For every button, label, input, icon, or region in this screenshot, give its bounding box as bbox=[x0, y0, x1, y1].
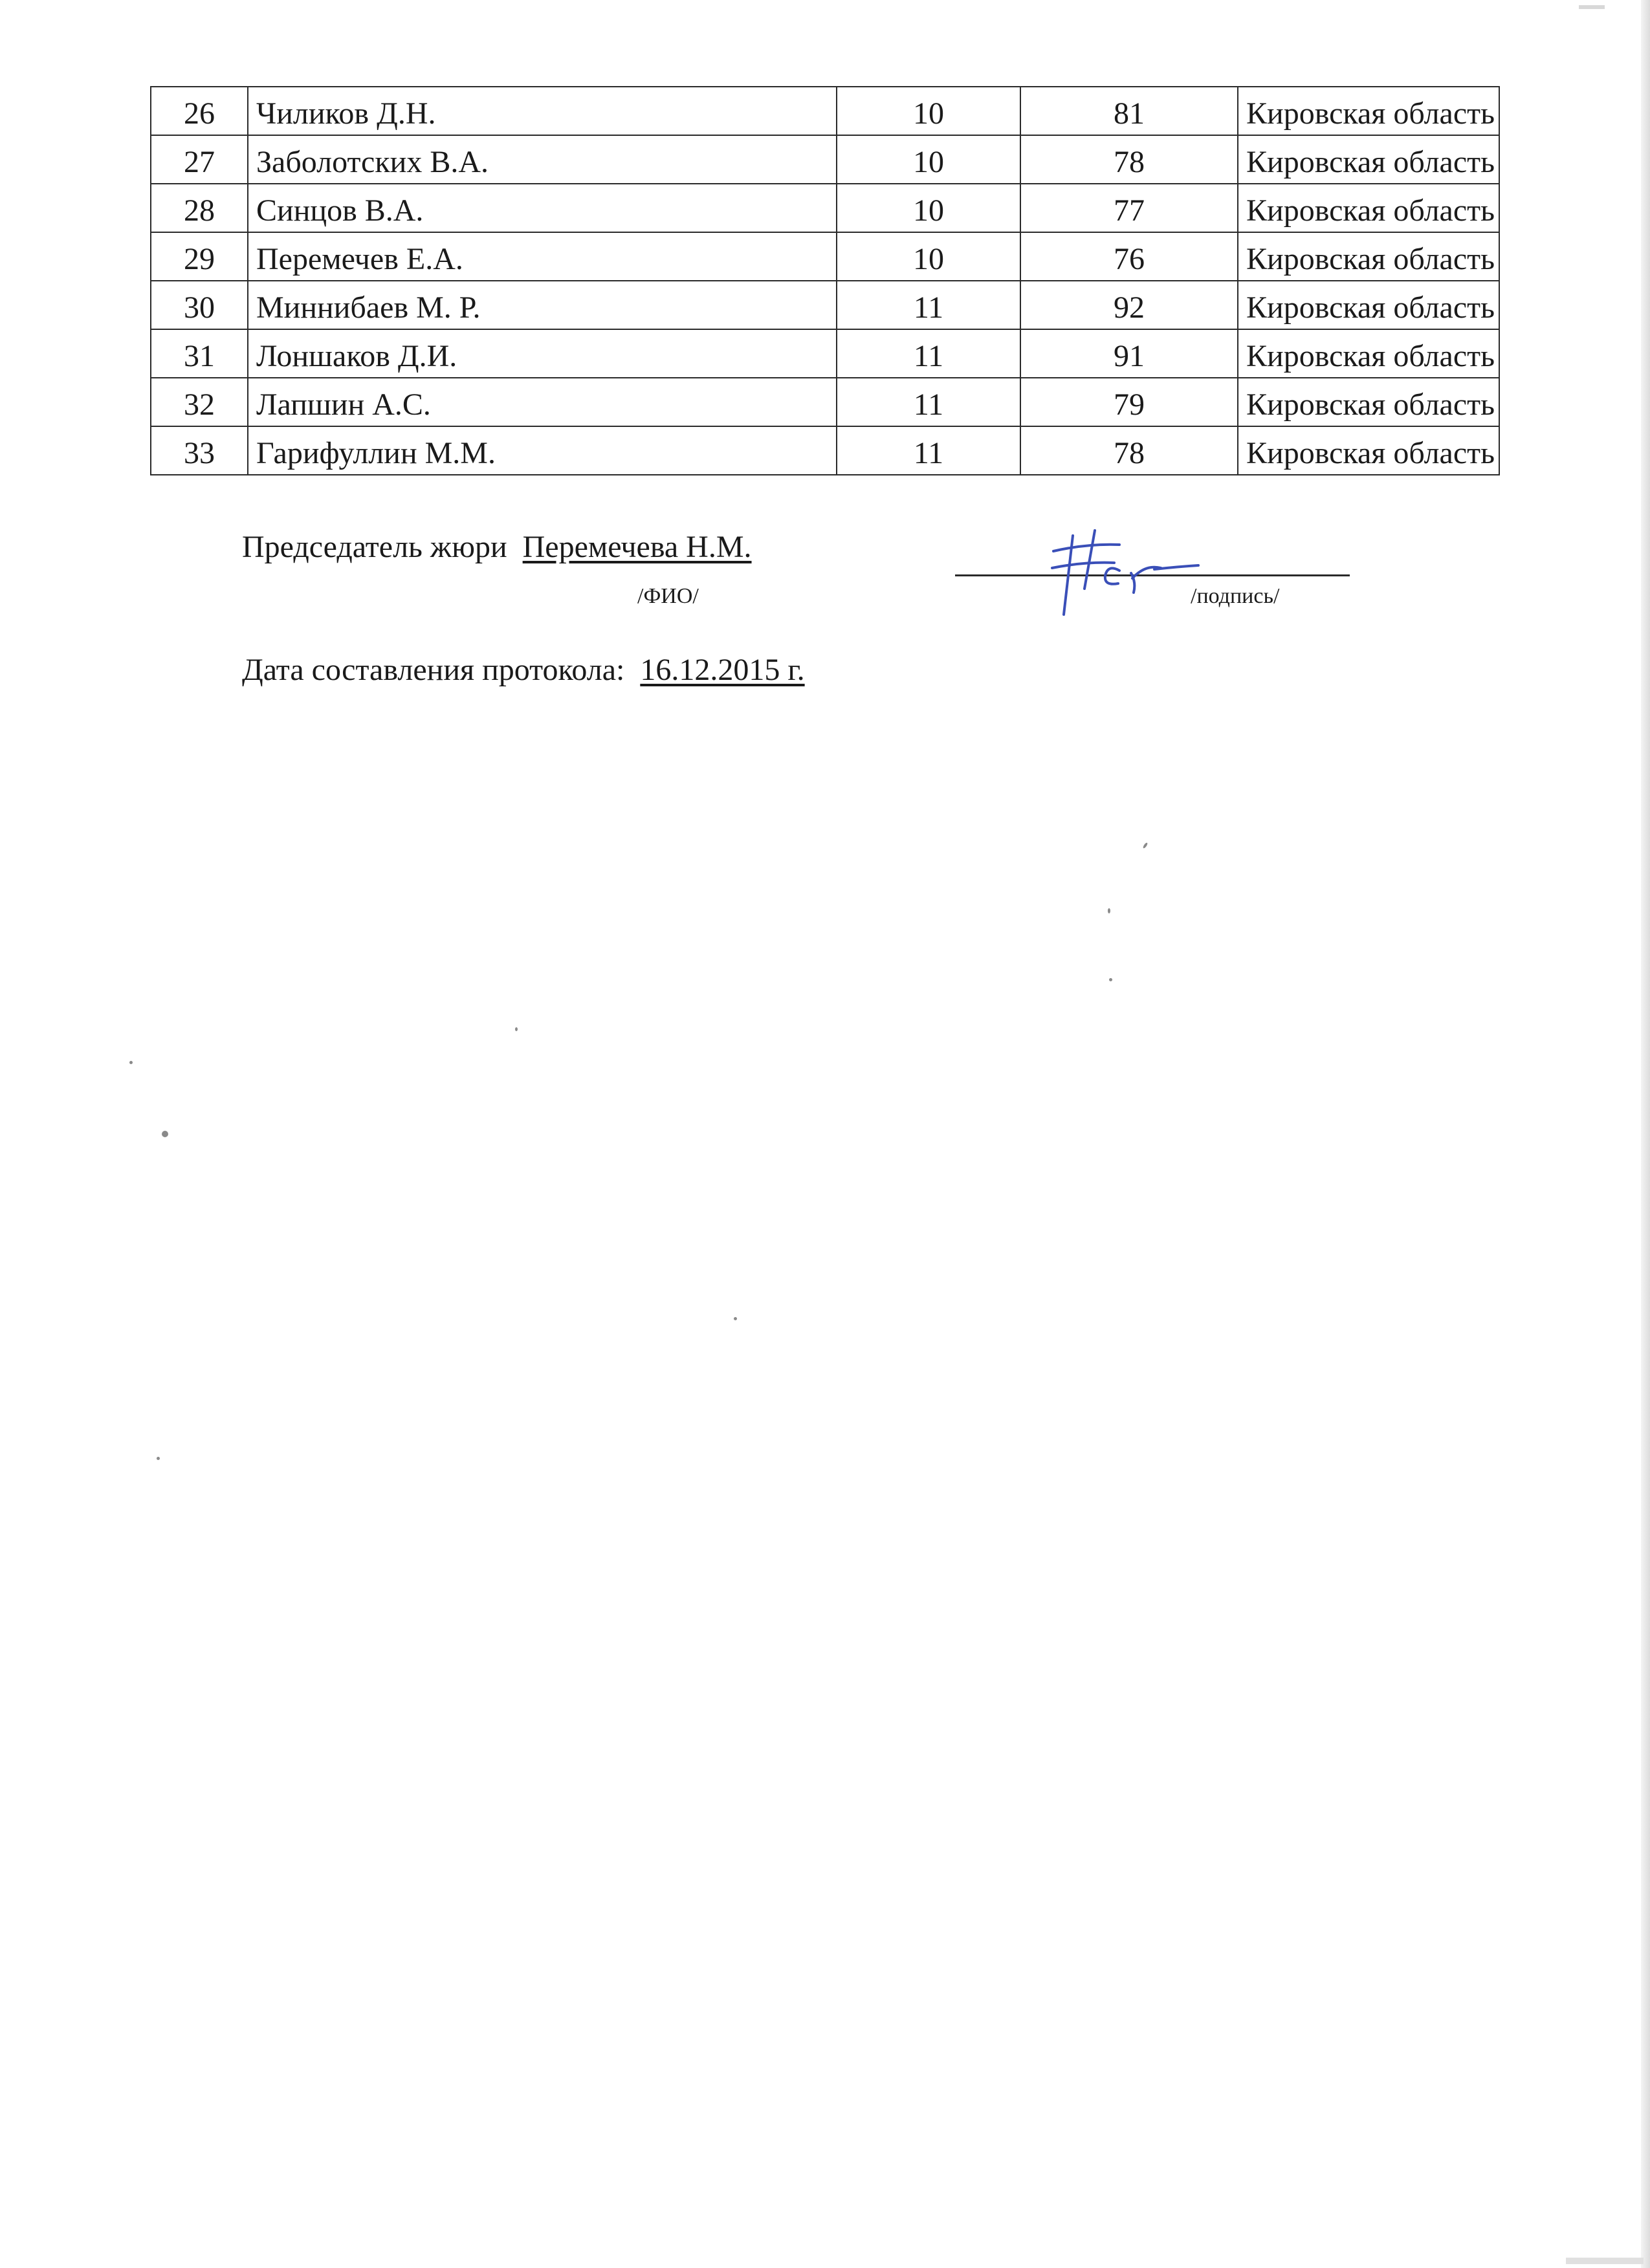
grade: 11 bbox=[837, 426, 1020, 475]
row-number: 28 bbox=[151, 184, 248, 232]
scan-speck bbox=[1108, 908, 1110, 913]
grade: 11 bbox=[837, 378, 1020, 426]
jury-chair-name: Перемечева Н.М. bbox=[522, 530, 752, 564]
scan-speck bbox=[129, 1061, 133, 1064]
grade: 10 bbox=[837, 184, 1020, 232]
row-number: 31 bbox=[151, 329, 248, 378]
protocol-date-value: 16.12.2015 г. bbox=[640, 653, 805, 687]
handwritten-signature bbox=[1022, 511, 1204, 627]
scan-speck bbox=[1142, 842, 1148, 849]
scan-speck bbox=[157, 1457, 160, 1460]
region: Кировская область bbox=[1238, 87, 1499, 135]
jury-chair-line bbox=[242, 532, 752, 563]
grade: 10 bbox=[837, 87, 1020, 135]
participant-name: Миннибаев М. Р. bbox=[248, 281, 837, 329]
scan-artifact bbox=[1566, 2258, 1644, 2264]
grade: 10 bbox=[837, 135, 1020, 184]
scan-page-edge bbox=[1641, 0, 1650, 2268]
score: 81 bbox=[1020, 87, 1238, 135]
scan-speck bbox=[1109, 978, 1112, 981]
row-number: 27 bbox=[151, 135, 248, 184]
grade: 11 bbox=[837, 281, 1020, 329]
table-row bbox=[151, 87, 1499, 135]
participant-name: Чиликов Д.Н. bbox=[248, 87, 837, 135]
score: 79 bbox=[1020, 378, 1238, 426]
participant-name: Лапшин А.С. bbox=[248, 378, 837, 426]
signature-caption: /подпись/ bbox=[1191, 584, 1280, 608]
score: 77 bbox=[1020, 184, 1238, 232]
region: Кировская область bbox=[1238, 329, 1499, 378]
table-row bbox=[151, 135, 1499, 184]
table-row bbox=[151, 426, 1499, 475]
row-number: 32 bbox=[151, 378, 248, 426]
region: Кировская область bbox=[1238, 135, 1499, 184]
grade: 11 bbox=[837, 329, 1020, 378]
region: Кировская область bbox=[1238, 232, 1499, 281]
protocol-date-line bbox=[242, 655, 805, 686]
region: Кировская область bbox=[1238, 378, 1499, 426]
jury-chair-label: Председатель жюри bbox=[242, 530, 507, 564]
scan-speck bbox=[515, 1027, 518, 1031]
grade: 10 bbox=[837, 232, 1020, 281]
score: 92 bbox=[1020, 281, 1238, 329]
participant-name: Гарифуллин М.М. bbox=[248, 426, 837, 475]
score: 91 bbox=[1020, 329, 1238, 378]
row-number: 33 bbox=[151, 426, 248, 475]
table-row bbox=[151, 184, 1499, 232]
protocol-date-label: Дата составления протокола: bbox=[242, 653, 625, 687]
score: 78 bbox=[1020, 426, 1238, 475]
region: Кировская область bbox=[1238, 184, 1499, 232]
region: Кировская область bbox=[1238, 426, 1499, 475]
results-table bbox=[150, 86, 1500, 475]
table-row bbox=[151, 329, 1499, 378]
participant-name: Перемечев Е.А. bbox=[248, 232, 837, 281]
fio-caption: /ФИО/ bbox=[637, 584, 699, 608]
table-row bbox=[151, 281, 1499, 329]
table-row bbox=[151, 232, 1499, 281]
score: 78 bbox=[1020, 135, 1238, 184]
table-row bbox=[151, 378, 1499, 426]
participant-name: Синцов В.А. bbox=[248, 184, 837, 232]
scan-speck bbox=[162, 1131, 168, 1137]
row-number: 30 bbox=[151, 281, 248, 329]
score: 76 bbox=[1020, 232, 1238, 281]
scan-speck bbox=[734, 1317, 737, 1320]
participant-name: Лоншаков Д.И. bbox=[248, 329, 837, 378]
region: Кировская область bbox=[1238, 281, 1499, 329]
row-number: 29 bbox=[151, 232, 248, 281]
participant-name: Заболотских В.А. bbox=[248, 135, 837, 184]
scan-artifact bbox=[1579, 5, 1605, 9]
row-number: 26 bbox=[151, 87, 248, 135]
